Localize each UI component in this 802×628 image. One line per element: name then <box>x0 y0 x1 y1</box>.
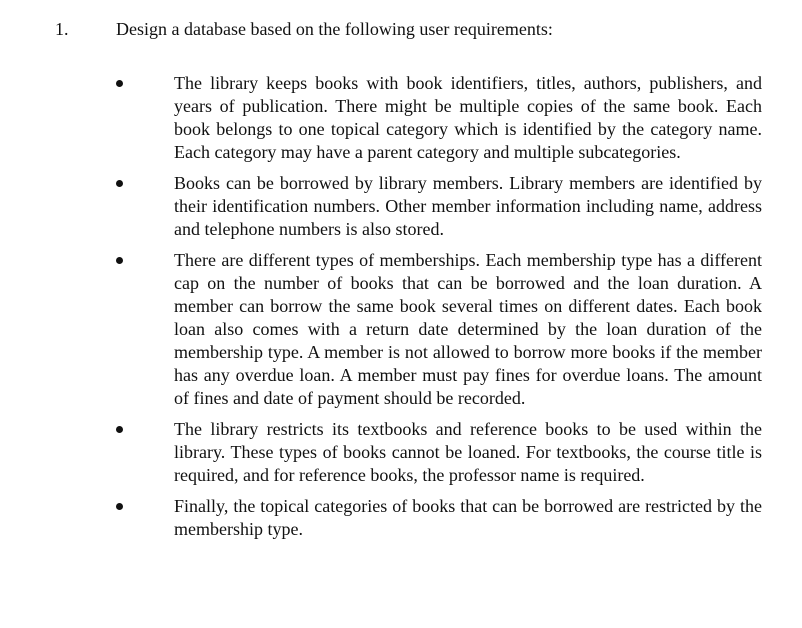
list-item <box>0 72 802 164</box>
question-number: 1. <box>55 19 69 39</box>
list-item <box>0 495 802 541</box>
requirement-text: Books can be borrowed by library members. Library members are identified by their identification numbers. Other member information including name, address and telephone numbers is also stored. <box>174 173 762 239</box>
requirement-text: The library restricts its textbooks and reference books to be used within the library. These types of books cannot be loaned. For textbooks, the course title is required, and for reference books, the professor name is required. <box>174 419 762 485</box>
list-item <box>0 172 802 241</box>
bullet-icon <box>116 80 123 87</box>
bullet-icon <box>116 257 123 264</box>
list-item <box>0 418 802 487</box>
requirement-text: Finally, the topical categories of books that can be borrowed are restricted by the membership type. <box>174 496 762 539</box>
question-title: Design a database based on the following user requirements: <box>116 19 553 39</box>
requirements-list <box>0 72 802 549</box>
bullet-icon <box>116 426 123 433</box>
requirement-text: There are different types of memberships. Each membership type has a different cap on the number of books that can be borrowed and the loan duration. A member can borrow the same book several times on different dates. Each book loan also comes with a return date determined by the loan duration of the membership type. A member is not allowed to borrow more books if the member has any overdue loan. A member must pay fines for overdue loans. The amount of fines and date of payment should be recorded. <box>174 250 762 408</box>
requirement-text: The library keeps books with book identifiers, titles, authors, publishers, and years of publication. There might be multiple copies of the same book. Each book belongs to one topical category which is identified by the category name. Each category may have a parent category and multiple subcategories. <box>174 73 762 162</box>
bullet-icon <box>116 180 123 187</box>
list-item <box>0 249 802 410</box>
bullet-icon <box>116 503 123 510</box>
